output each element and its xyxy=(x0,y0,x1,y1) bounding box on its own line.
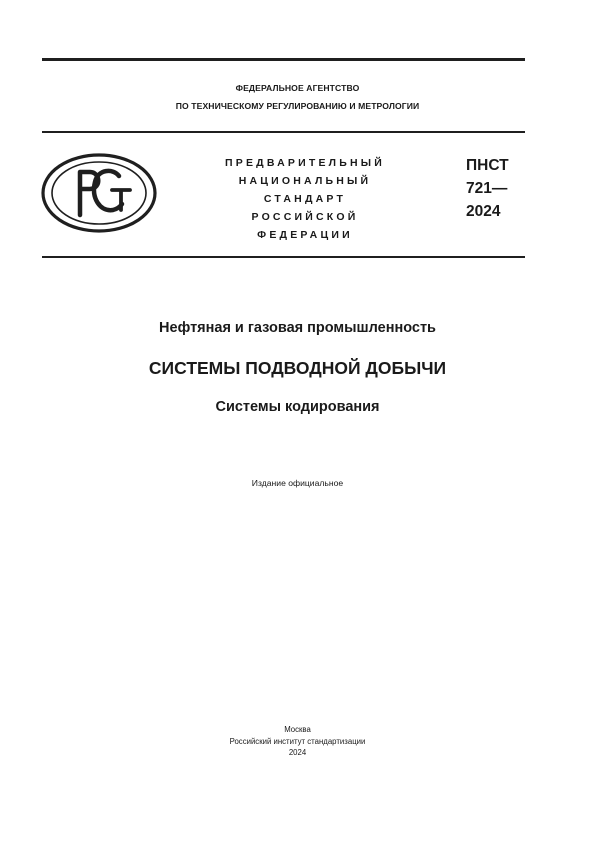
agency-line-2: ПО ТЕХНИЧЕСКОМУ РЕГУЛИРОВАНИЮ И МЕТРОЛОГИИ xyxy=(175,101,420,111)
imprint-publisher: Российский институт стандартизации xyxy=(229,736,366,746)
industry-title: Нефтяная и газовая промышленность xyxy=(159,320,436,336)
standard-designation xyxy=(466,154,509,223)
standard-type-line: СТАНДАРТ xyxy=(263,193,347,205)
standard-type xyxy=(200,154,410,244)
edition-note: Издание официальное xyxy=(251,478,344,488)
rst-emblem-icon xyxy=(40,152,158,234)
designation-prefix: ПНСТ xyxy=(466,157,509,174)
middle-rule xyxy=(42,131,525,133)
imprint-year: 2024 xyxy=(288,748,307,757)
bottom-rule xyxy=(42,256,525,258)
subtitle: Системы кодирования xyxy=(215,399,380,415)
standard-type-line: НАЦИОНАЛЬНЫЙ xyxy=(238,175,372,187)
standard-type-line: ФЕДЕРАЦИИ xyxy=(257,229,353,241)
imprint-city: Москва xyxy=(284,725,311,734)
standard-type-line: РОССИЙСКОЙ xyxy=(251,211,359,223)
designation-number: 721— xyxy=(466,180,508,197)
standard-type-line: ПРЕДВАРИТЕЛЬНЫЙ xyxy=(225,157,385,169)
designation-year: 2024 xyxy=(466,203,501,220)
main-title: СИСТЕМЫ ПОДВОДНОЙ ДОБЫЧИ xyxy=(148,358,447,378)
agency-line-1: ФЕДЕРАЛЬНОЕ АГЕНТСТВО xyxy=(235,83,360,93)
top-rule xyxy=(42,58,525,61)
imprint xyxy=(0,724,595,759)
